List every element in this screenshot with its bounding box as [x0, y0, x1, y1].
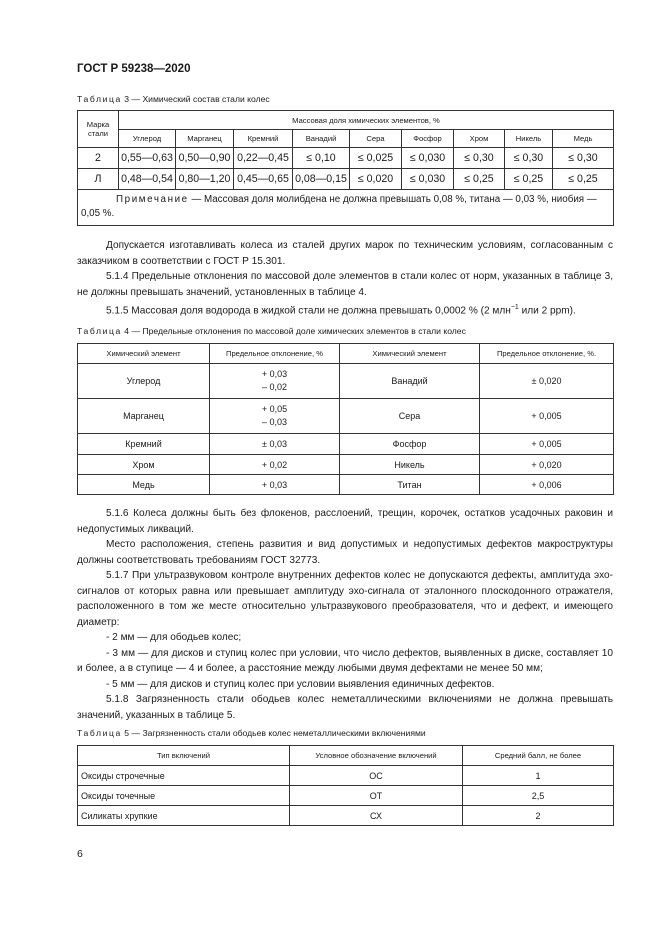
- text-block-2: [77, 506, 613, 723]
- value-cell: 0,48—0,54: [119, 169, 176, 190]
- table4-caption: [77, 326, 466, 336]
- table5-inclusions: [77, 745, 614, 826]
- deviation-cell: [210, 364, 340, 399]
- table-row: [78, 766, 614, 786]
- col-header: Условное обозначение включений: [290, 746, 463, 766]
- table-row: [78, 148, 614, 169]
- inclusion-type-cell: Оксиды точечные: [78, 786, 290, 806]
- value-cell: 0,22—0,45: [234, 148, 293, 169]
- col-header: Фосфор: [402, 130, 454, 148]
- col-header: Медь: [553, 130, 614, 148]
- value-cell: 0,55—0,63: [119, 148, 176, 169]
- table3-note: [78, 190, 614, 226]
- designation-cell: ОТ: [290, 786, 463, 806]
- grade-header: Марка стали: [78, 111, 119, 148]
- paragraph: [77, 300, 613, 319]
- deviation-cell: + 0,020: [480, 455, 614, 475]
- list-item: - 3 мм — для дисков и ступиц колес при условии, что число дефектов, выявленных в диске, составляет 10 и более, а в ступице — 4 и более, а расстояние между любыми двумя дефектами не менее 50 мм;: [77, 647, 613, 674]
- col-header: Тип включений: [78, 746, 290, 766]
- table-row: [78, 786, 614, 806]
- value-cell: ≤ 0,020: [350, 169, 402, 190]
- text-block-1: [77, 238, 613, 319]
- designation-cell: СХ: [290, 806, 463, 826]
- value-cell: 0,80—1,20: [176, 169, 234, 190]
- deviation-cell: + 0,005: [480, 399, 614, 434]
- value-cell: ≤ 0,030: [402, 148, 454, 169]
- table-row: [78, 364, 614, 399]
- value-cell: 0,45—0,65: [234, 169, 293, 190]
- value-cell: ≤ 0,30: [553, 148, 614, 169]
- score-cell: 2,5: [463, 786, 614, 806]
- score-cell: 1: [463, 766, 614, 786]
- col-header: Средний балл, не более: [463, 746, 614, 766]
- col-header: Никель: [505, 130, 553, 148]
- value-cell: ≤ 0,25: [454, 169, 505, 190]
- paragraph: 5.1.8 Загрязненность стали ободьев колес неметаллическими включениями не должна превышать значений, указанных в таблице 5.: [77, 694, 613, 721]
- col-header: Химический элемент: [78, 344, 210, 364]
- inclusion-type-cell: Силикаты хрупкие: [78, 806, 290, 826]
- col-header: Хром: [454, 130, 505, 148]
- deviation-cell: + 0,006: [480, 475, 614, 495]
- table-row: [78, 399, 614, 434]
- table4-caption-text: 4 — Предельные отклонения по массовой доле химических элементов в стали колес: [121, 326, 466, 336]
- standard-number: ГОСТ Р 59238—2020: [77, 63, 191, 75]
- deviation-cell: ± 0,03: [210, 434, 340, 455]
- table-row: [78, 434, 614, 455]
- mass-fraction-header: Массовая доля химических элементов, %: [119, 111, 614, 130]
- deviation-cell: + 0,03: [210, 475, 340, 495]
- col-header: Ванадий: [293, 130, 350, 148]
- grade-cell: Л: [78, 169, 119, 190]
- col-header: Химический элемент: [340, 344, 480, 364]
- element-cell: Марганец: [78, 399, 210, 434]
- table4-deviations: [77, 343, 614, 495]
- table5-caption-word: Таблица: [77, 728, 122, 738]
- page-number: 6: [77, 848, 83, 860]
- note-text: — Массовая доля молибдена не должна превышать 0,08 %, титана — 0,03 %, ниобия — 0,05 %.: [81, 194, 597, 219]
- value-cell: ≤ 0,030: [402, 169, 454, 190]
- col-header: Предельное отклонение, %: [210, 344, 340, 364]
- paragraph: Допускается изготавливать колеса из сталей других марок по техническим условиям, согласованным с заказчиком в соответствии с ГОСТ Р 15.301.: [77, 240, 613, 267]
- value-cell: ≤ 0,25: [553, 169, 614, 190]
- deviation-plus: + 0,03: [261, 369, 288, 379]
- deviation-cell: + 0,02: [210, 455, 340, 475]
- col-header: Кремний: [234, 130, 293, 148]
- col-header: Предельное отклонение, %.: [480, 344, 614, 364]
- table3-caption-text: 3 — Химический состав стали колес: [121, 94, 270, 104]
- table-row: [78, 455, 614, 475]
- paragraph-text: 5.1.5 Массовая доля водорода в жидкой стали не должна превышать 0,0002 % (2 млн: [106, 305, 511, 317]
- deviation-cell: [210, 399, 340, 434]
- table4-caption-word: Таблица: [77, 326, 122, 336]
- element-cell: Никель: [340, 455, 480, 475]
- list-item: - 5 мм — для дисков и ступиц колес при условии выявления единичных дефектов.: [106, 678, 495, 690]
- value-cell: 0,50—0,90: [176, 148, 234, 169]
- table5-caption: [77, 728, 426, 738]
- paragraph: 5.1.6 Колеса должны быть без флокенов, расслоений, трещин, корочек, остатков усадочных раковин и недопустимых ликваций.: [77, 508, 613, 535]
- paragraph-text: или 2 ppm).: [518, 305, 576, 317]
- element-cell: Медь: [78, 475, 210, 495]
- table-row: [78, 169, 614, 190]
- superscript: −1: [510, 304, 519, 311]
- table3-chemical-composition: [77, 110, 614, 226]
- element-cell: Титан: [340, 475, 480, 495]
- designation-cell: ОС: [290, 766, 463, 786]
- value-cell: ≤ 0,10: [293, 148, 350, 169]
- deviation-minus: – 0,02: [261, 382, 288, 392]
- deviation-plus: + 0,05: [261, 404, 288, 414]
- element-cell: Ванадий: [340, 364, 480, 399]
- col-header: Марганец: [176, 130, 234, 148]
- value-cell: ≤ 0,025: [350, 148, 402, 169]
- element-cell: Фосфор: [340, 434, 480, 455]
- element-cell: Хром: [78, 455, 210, 475]
- grade-cell: 2: [78, 148, 119, 169]
- value-cell: ≤ 0,30: [505, 148, 553, 169]
- element-cell: Кремний: [78, 434, 210, 455]
- paragraph: 5.1.4 Предельные отклонения по массовой доле элементов в стали колес от норм, указанных в таблице 3, не должны превышать значений, установленных в таблице 4.: [77, 271, 613, 298]
- deviation-minus: – 0,03: [261, 417, 288, 427]
- inclusion-type-cell: Оксиды строчечные: [78, 766, 290, 786]
- value-cell: ≤ 0,25: [505, 169, 553, 190]
- deviation-cell: + 0,005: [480, 434, 614, 455]
- deviation-cell: ± 0,020: [480, 364, 614, 399]
- table5-caption-text: 5 — Загрязненность стали ободьев колес неметаллическими включениями: [121, 728, 426, 738]
- table3-caption-word: Таблица: [77, 94, 122, 104]
- value-cell: ≤ 0,30: [454, 148, 505, 169]
- note-word: Примечание: [116, 194, 189, 205]
- paragraph: 5.1.7 При ультразвуковом контроле внутренних дефектов колес не допускаются дефекты, амплитуда эхо-сигналов от которых равна или превышает амплитуду эхо-сигнала от эталонного плоскодонного отражателя, расположенного в том же месте относительно ультразвукового преобразователя, что и дефект, и имеющего диаметр:: [77, 570, 613, 628]
- paragraph: Место расположения, степень развития и вид допустимых и недопустимых дефектов макроструктуры должны соответствовать требованиям ГОСТ 32773.: [77, 539, 613, 566]
- element-cell: Сера: [340, 399, 480, 434]
- list-item: - 2 мм — для ободьев колес;: [106, 632, 242, 643]
- score-cell: 2: [463, 806, 614, 826]
- table-row: [78, 475, 614, 495]
- table-row: [78, 806, 614, 826]
- col-header: Сера: [350, 130, 402, 148]
- table3-caption: [77, 94, 270, 104]
- element-cell: Углерод: [78, 364, 210, 399]
- col-header: Углерод: [119, 130, 176, 148]
- value-cell: 0,08—0,15: [293, 169, 350, 190]
